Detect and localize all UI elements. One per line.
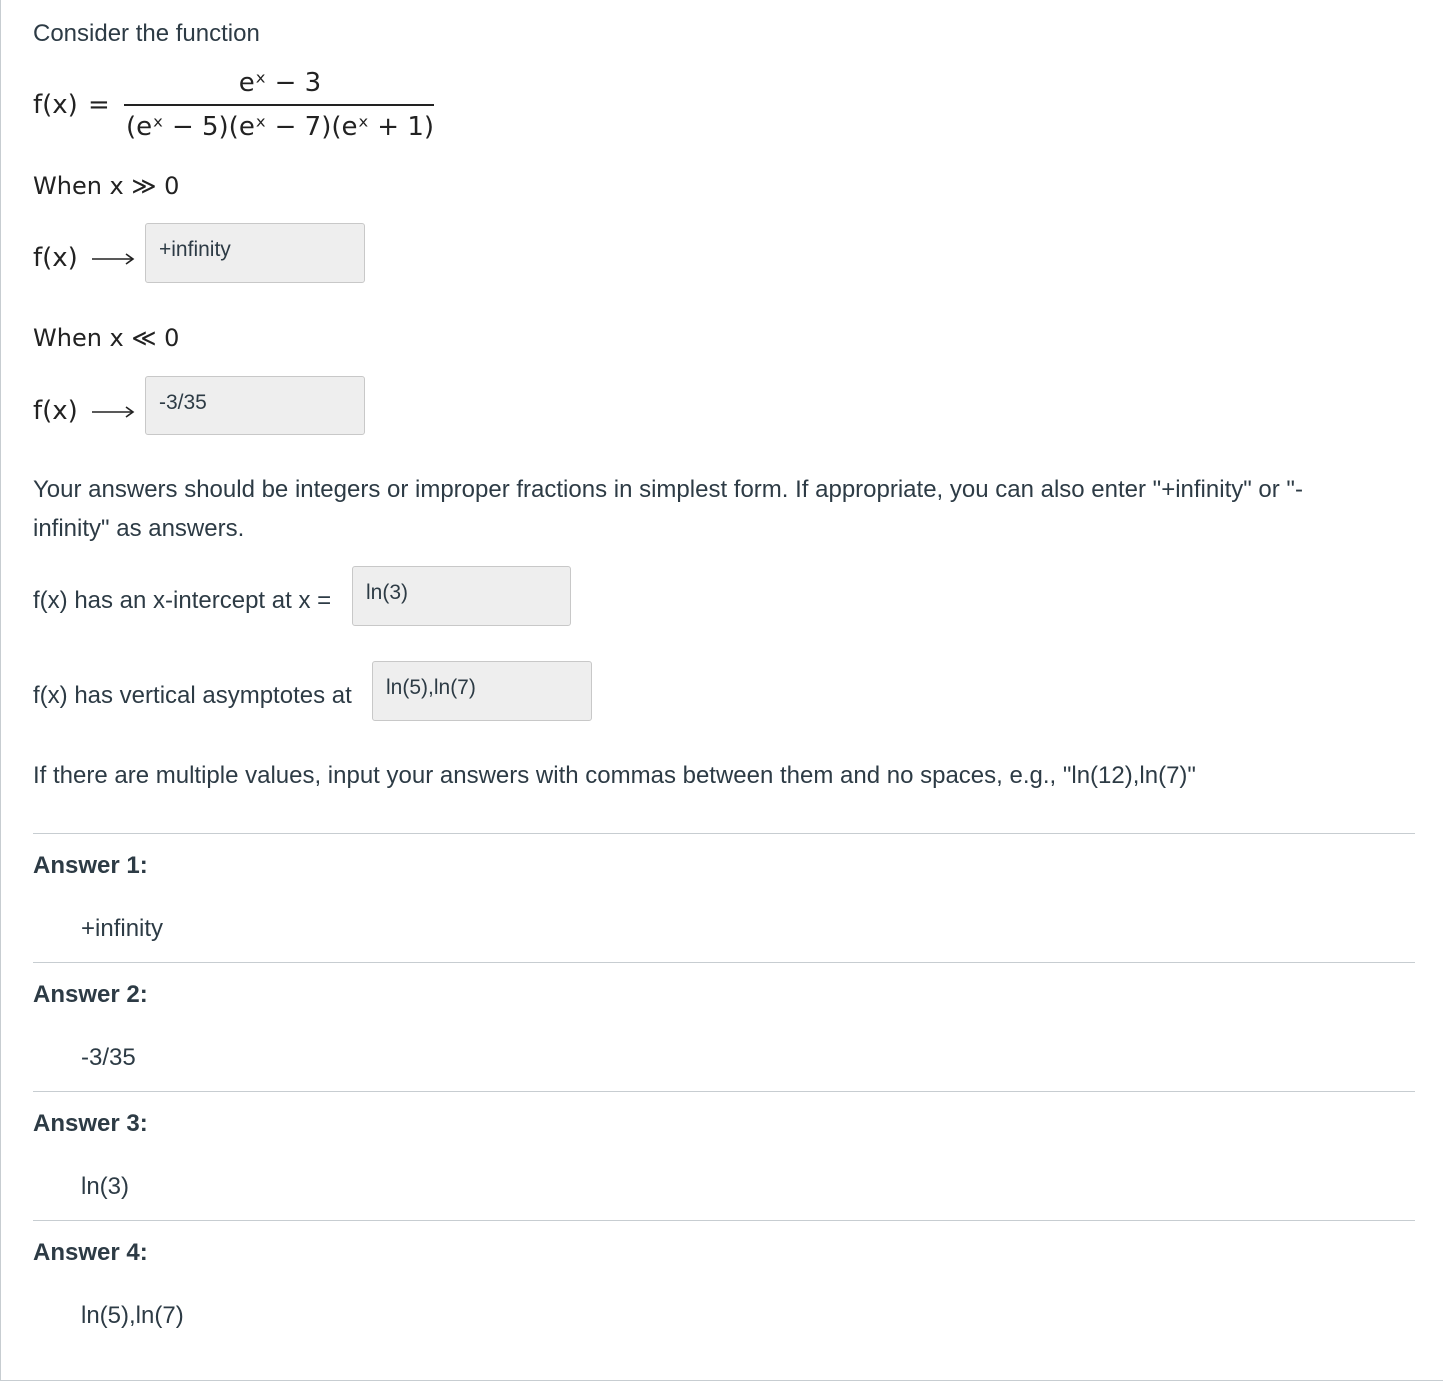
formula-lhs: f(x): [33, 90, 78, 120]
instructions-line1: Your answers should be integers or improper fractions in simplest form. If appropriate, you can also enter "+infinity" or "-: [33, 476, 1303, 503]
case1-label: f(x): [33, 243, 78, 273]
case1-when: When x ≫ 0: [33, 172, 180, 200]
instructions-line2: infinity" as answers.: [33, 515, 245, 542]
intercept-label: f(x) has an x-intercept at x =: [33, 587, 332, 614]
right-arrow-icon: [91, 252, 135, 266]
right-arrow-icon: [91, 405, 135, 419]
divider: [33, 1091, 1415, 1092]
answer-2-value: -3/35: [81, 1044, 136, 1071]
intercept-answer-input[interactable]: ln(3): [352, 566, 571, 626]
answer-1-value: +infinity: [81, 915, 164, 942]
answer-4-title: Answer 4:: [33, 1239, 148, 1266]
divider: [33, 1220, 1415, 1221]
divider: [33, 833, 1415, 834]
formula-denominator: (eˣ − 5)(eˣ − 7)(eˣ + 1): [126, 112, 435, 142]
answer-3-value: ln(3): [81, 1173, 130, 1200]
fraction-bar: [124, 104, 434, 106]
answer-2-title: Answer 2:: [33, 981, 148, 1008]
case2-when: When x ≪ 0: [33, 324, 180, 352]
answer-1-title: Answer 1:: [33, 852, 148, 879]
asymptotes-label: f(x) has vertical asymptotes at: [33, 682, 352, 709]
formula-numerator: eˣ − 3: [238, 68, 322, 98]
answer-3-title: Answer 3:: [33, 1110, 148, 1137]
multiple-values-note: If there are multiple values, input your answers with commas between them and no spaces, e.g., "ln(12),ln(7)": [33, 762, 1196, 789]
case1-answer-input[interactable]: +infinity: [145, 223, 365, 283]
intro-text: Consider the function: [33, 20, 260, 47]
answer-4-value: ln(5),ln(7): [81, 1302, 184, 1329]
asymptotes-answer-input[interactable]: ln(5),ln(7): [372, 661, 592, 721]
formula-equals: =: [88, 90, 110, 120]
case2-answer-input[interactable]: -3/35: [145, 376, 365, 435]
case2-label: f(x): [33, 396, 78, 426]
divider: [33, 962, 1415, 963]
